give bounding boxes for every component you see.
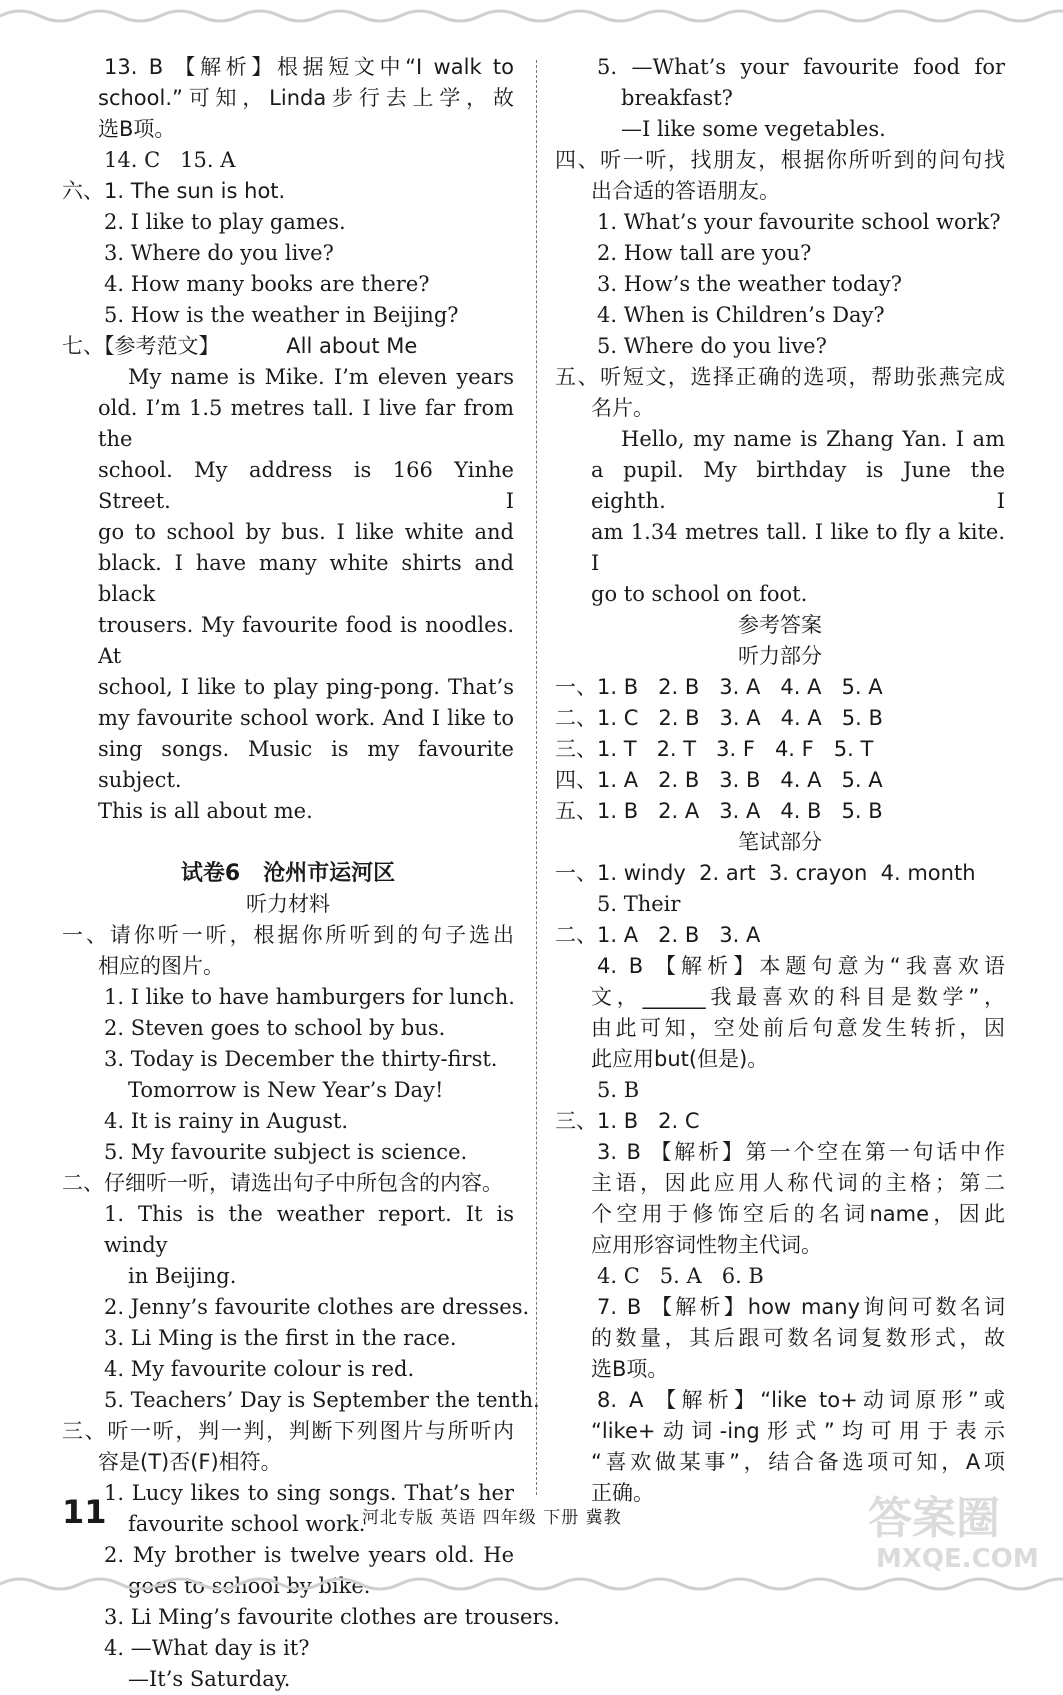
left-text-line: 二、仔细听一听，请选出句子中所包含的内容。 [62, 1171, 503, 1195]
left-text-line: school, I like to play ping-pong. That’s [98, 675, 514, 699]
right-column [555, 52, 1005, 1509]
bottom-decorative-border [0, 1574, 1063, 1596]
left-text-line: 一、请你听一听，根据你所听到的句子选出 [62, 923, 514, 947]
right-text-line: go to school on foot. [591, 582, 808, 606]
left-text-line: My name is Mike. I’m eleven years [128, 365, 514, 389]
right-text-line: “喜欢做某事”，结合备选项可知，A项 [591, 1450, 1005, 1474]
right-text-line: 二、1. A 2. B 3. A [555, 923, 761, 947]
left-text-line: 4. My favourite colour is red. [104, 1357, 415, 1381]
left-text-line: 13. B 【解析】根据短文中“I walk to [104, 55, 514, 79]
right-text-line: 此应用but(但是)。 [591, 1047, 769, 1071]
left-text-line: 3. Where do you live? [104, 241, 334, 265]
right-text-line: 3. How’s the weather today? [597, 272, 903, 296]
footer-text: 河北专版 英语 四年级 下册 冀教 [362, 1508, 622, 1528]
left-text-line: 2. My brother is twelve years old. He [104, 1543, 514, 1567]
right-text-line: 应用形容词性物主代词。 [591, 1233, 822, 1257]
right-text-line: 五、听短文，选择正确的选项，帮助张燕完成 [555, 365, 1005, 389]
left-text-line: 三、听一听，判一判，判断下列图片与所听内 [62, 1419, 514, 1443]
right-text-line: 5. Their [597, 892, 681, 916]
left-text-line: 1. This is the weather report. It is windy [104, 1202, 514, 1257]
left-text-line: 5. How is the weather in Beijing? [104, 303, 459, 327]
left-text-line: 选B项。 [98, 117, 176, 141]
right-text-line: 1. What’s your favourite school work? [597, 210, 1001, 234]
right-text-line: 5. B [597, 1078, 640, 1102]
left-text-line: 4. It is rainy in August. [104, 1109, 349, 1133]
left-text-line: Tomorrow is New Year’s Day! [128, 1078, 444, 1102]
right-text-line: 四、听一听，找朋友，根据你所听到的问句找 [555, 148, 1005, 172]
left-text-line: 相应的图片。 [98, 954, 224, 978]
right-text-line: a pupil. My birthday is June the eighth. I [591, 458, 1005, 513]
left-text-line: 4. How many books are there? [104, 272, 430, 296]
left-text-line: black. I have many white shirts and black [98, 551, 514, 606]
right-text-line: 的数量，其后跟可数名词复数形式，故 [591, 1326, 1005, 1350]
right-text-line: breakfast? [621, 86, 733, 110]
right-text-line: 主语，因此应用人称代词的主格；第二 [591, 1171, 1005, 1195]
right-text-line: 8. A 【解析】“like to+动词原形”或 [597, 1388, 1005, 1412]
left-text-line: old. I’m 1.5 metres tall. I live far from the [98, 396, 514, 451]
left-text-line: 3. Today is December the thirty-first. [104, 1047, 498, 1071]
right-text-line: 一、1. windy 2. art 3. crayon 4. month [555, 861, 976, 885]
right-text-line: 三、1. B 2. C [555, 1109, 700, 1133]
left-text-line: 4. —What day is it? [104, 1636, 310, 1660]
right-text-line: 参考答案 [738, 613, 822, 637]
left-text-line: favourite school work. [128, 1512, 366, 1536]
left-text-line [62, 827, 514, 858]
right-text-line: 正确。 [591, 1481, 654, 1505]
left-text-line: in Beijing. [128, 1264, 237, 1288]
right-text-line: 听力部分 [738, 644, 822, 668]
right-text-line: am 1.34 metres tall. I like to fly a kite. I [591, 520, 1005, 575]
right-text-line: 由此可知，空处前后句意发生转折，因 [591, 1016, 1005, 1040]
left-text-line: 试卷6 沧州市运河区 [180, 861, 396, 886]
page-number: 11 [62, 1493, 107, 1531]
left-text-line: 六、1. The sun is hot. [62, 179, 286, 203]
right-text-line: “like+动词-ing形式”均可用于表示 [591, 1419, 1005, 1443]
left-text-line: 14. C 15. A [104, 148, 236, 172]
right-text-line: 出合适的答语朋友。 [591, 179, 780, 203]
right-text-line: 三、1. T 2. T 3. F 4. F 5. T [555, 737, 874, 761]
left-text-line: 2. Jenny’s favourite clothes are dresses. [104, 1295, 530, 1319]
left-text-line: 听力材料 [246, 892, 330, 916]
top-decorative-border [0, 4, 1063, 26]
watermark [868, 1482, 1038, 1582]
left-text-line: This is all about me. [98, 799, 313, 823]
right-text-line: 个空用于修饰空后的名词name，因此 [591, 1202, 1005, 1226]
left-text-line: goes to school by bike. [128, 1574, 371, 1598]
left-text-line: 2. Steven goes to school by bus. [104, 1016, 446, 1040]
left-text-line: 5. My favourite subject is science. [104, 1140, 468, 1164]
right-text-line: 3. B 【解析】第一个空在第一句话中作 [597, 1140, 1005, 1164]
left-text-line: 3. Li Ming is the first in the race. [104, 1326, 457, 1350]
right-text-line: 名片。 [591, 396, 654, 420]
right-text-line: 一、1. B 2. B 3. A 4. A 5. A [555, 675, 883, 699]
left-text-line: trousers. My favourite food is noodles. At [98, 613, 514, 668]
left-text-line: 1. I like to have hamburgers for lunch. [104, 985, 515, 1009]
left-text-line: 容是(T)否(F)相符。 [98, 1450, 282, 1474]
left-text-line: my favourite school work. And I like to [98, 706, 514, 730]
left-text-line: go to school by bus. I like white and [98, 520, 514, 544]
right-text-line: 四、1. A 2. B 3. B 4. A 5. A [555, 768, 883, 792]
right-text-line: Hello, my name is Zhang Yan. I am [621, 427, 1005, 451]
right-text-line: 2. How tall are you? [597, 241, 812, 265]
left-text-line: school. My address is 166 Yinhe Street. I [98, 458, 514, 513]
left-column [62, 52, 560, 1695]
left-text-line: school.”可知，Linda步行去上学，故 [98, 86, 514, 110]
right-text-line: 笔试部分 [738, 830, 822, 854]
right-text-line: —I like some vegetables. [621, 117, 886, 141]
left-text-line: 七、【参考范文】 All about Me [62, 334, 418, 358]
left-text-line: sing songs. Music is my favourite subject. [98, 737, 514, 792]
left-text-line: 1. Lucy likes to sing songs. That’s her [104, 1481, 514, 1505]
right-text-line: 5. —What’s your favourite food for [597, 55, 1005, 79]
right-text-line: 4. C 5. A 6. B [597, 1264, 764, 1288]
left-text-line: 3. Li Ming’s favourite clothes are trousers. [104, 1605, 560, 1629]
left-text-line: —It’s Saturday. [128, 1667, 291, 1691]
left-text-line: 5. Teachers’ Day is September the tenth. [104, 1388, 540, 1412]
right-text-line: 7. B 【解析】how many询问可数名词 [597, 1295, 1005, 1319]
right-text-line: 五、1. B 2. A 3. A 4. B 5. B [555, 799, 883, 823]
page-footer [62, 1493, 942, 1533]
right-text-line: 5. Where do you live? [597, 334, 827, 358]
right-text-line: 二、1. C 2. B 3. A 4. A 5. B [555, 706, 883, 730]
watermark-logo: 答案圈 [868, 1493, 1000, 1544]
right-text-line: 文，______我最喜欢的科目是数学”， [591, 985, 1005, 1009]
right-text-line: 4. When is Children’s Day? [597, 303, 885, 327]
left-text-line: 2. I like to play games. [104, 210, 346, 234]
right-text-line: 4. B 【解析】本题句意为“我喜欢语 [597, 954, 1005, 978]
right-text-line: 选B项。 [591, 1357, 669, 1381]
watermark-url: MXQE.COM [876, 1544, 1039, 1574]
column-divider [536, 60, 537, 1495]
